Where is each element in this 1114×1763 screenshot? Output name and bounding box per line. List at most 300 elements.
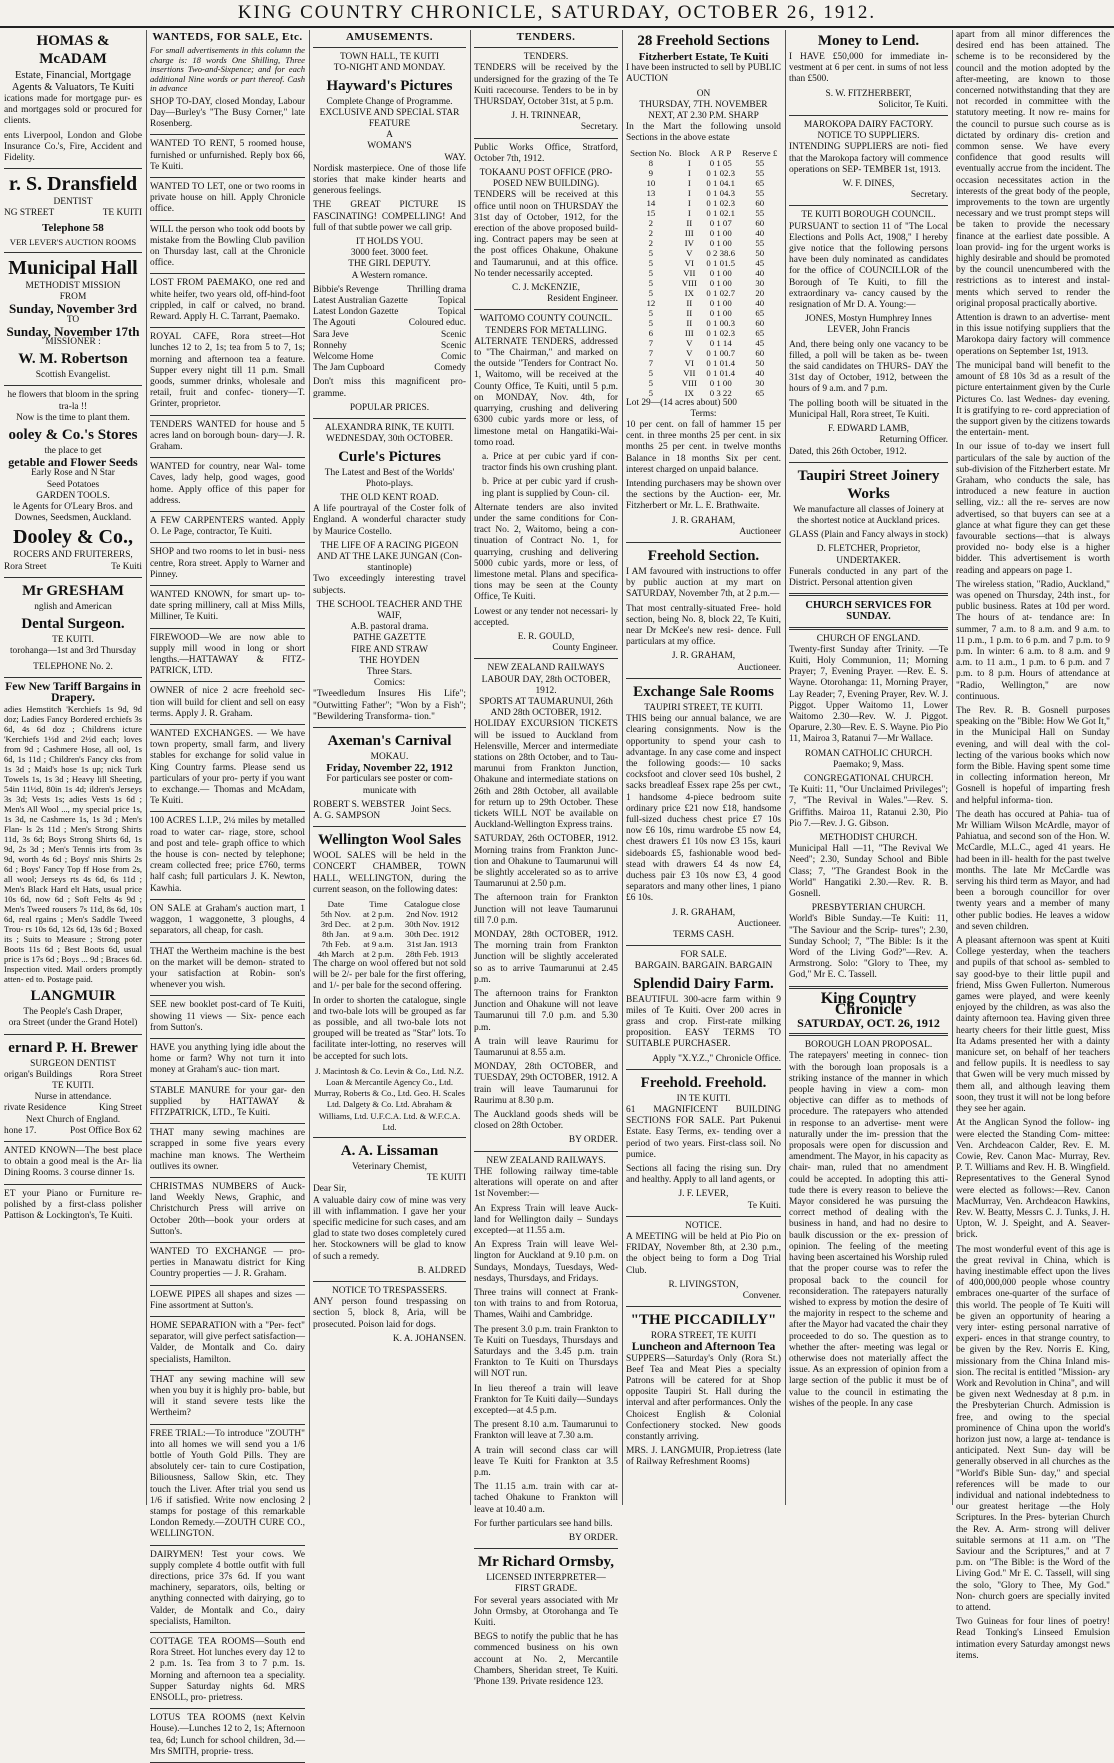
table-cell: 40 [755,297,765,308]
freehold-section-title: Freehold Section. [647,548,760,565]
terms-text: 10 per cent. on fall of hammer 15 per cent. in three months 25 per cent. in six months 25 per cent. in twelve months Balance in 18 months Six per cent. interest charged on unpaid balance. [626,420,781,475]
news-p10: The most wonderful event of this age is the great revival in China, which is having inestimable effect upon the lives of 400,000,000 people whose country embraces one-quarter of the surface of this world. The people of Te Kuiti will be given an opportunity of hearing a very inter- esting personal narrative of experi- ences in that strange country, to be given by the Rev. Norris E. King, missionary from the China Inland mis- sion. The recital is entitled "Mission- ary Work and Revolution in China", and will be given next Wednesday at 8 p.m. in the Presbyterian Church. Admission is free, and owing to the special prominence of China upon the world's horizon just now, a large at- tendance is anticipated. Next Sun- day will be generally observed in all churches as the "World's Bible Sun- day," and special references will be made to our individual and national indebtedness to our greatest heritage —the Holy Scriptures. In the Pres- byterian Church the Rev. A. Arm- strong will deliver suitable sermons at 11 a.m. on "The Saviour and the Scriptures," and at 7 p.m. on "The Bible: is the Word of the Living God." Mr E. C. Tassell, will sing the solo, "Glory to Thee, My God." Non- church goers are specially invited to attend. [956,1244,1110,1614]
rail9: THE following railway time-table alterations will operate on and after 1st November:— [474,1166,618,1200]
classified-ad: LOEWE PIPES all shapes and sizes —Fine assortment at Sutton's. [150,1289,305,1311]
table-cell: 2 [648,237,654,248]
dentist-tel: Telephone 58 [42,221,104,234]
intending: Intending purchasers may be shown over the sections by the Auction- eer, Mr. Fitzherbert or Mr. L. E. Brathwaite. [626,479,781,512]
notice-text: A MEETING will be held at Pio Pio on FRIDAY, November 8th, at 2.30 p.m., the object being to form a Dog Trial Club. [626,1232,781,1276]
exchange-title: Exchange Sale Rooms [633,683,774,700]
table-cell: 4th March [317,949,355,959]
a-line: A [386,130,393,141]
classified-ad: COTTAGE TEA ROOMS—South end Rora Street. Hot lunches every day 12 to 2 p.m. 1s. Tea from 3 to 7 p.m. 1s. Morning and afternoon tea a speciality. Supper Saturday nights 6d. MRS ENSOLL, pro- prietress. [150,1637,305,1704]
wool-text3: In order to shorten the catalogue, single and two-bale lots will be grouped as far as possible, and all two-bale lots not grouped will be treated as "Star" lots. To facilitate inter-lotting, no reserves will be accepted for such lots. [313,995,466,1062]
table-row [626,208,781,218]
in-te-kuiti: IN TE KUITI. [676,1093,731,1104]
table-cell: VIII [681,277,697,288]
classified-ad: LOST FROM PAEMAKO, one red and white heifer, two years old, off-hind-foot crippled, in calf or calved, no brand. Reward. Apply H. C. Tarrant, Paemako. [150,278,305,322]
table-cell: 0 1 02.1 [706,207,736,218]
classified-ad: STABLE MANURE for your gar- den supplied by HATTAWAY & FITZPATRICK, LTD., Te Kuiti. [150,1085,305,1118]
estate: Fitzherbert Estate, Te Kuiti [638,51,769,63]
notice-suppliers: NOTICE TO SUPPLIERS. [817,131,920,142]
table-header: Catalogue close [404,899,461,909]
dairy-text: BEAUTIFUL 300-acre farm within 9 miles of Te Kuiti. Over 200 acres in grass and crop. First-rate milking proposition. EASY TERMS TO SUITABLE PURCHASER. [626,994,781,1050]
table-cell: III [684,227,694,238]
classified-ad: HAVE you anything lying idle about the home or farm? Why not turn it into money at Graham's auc- tion mart. [150,1042,305,1076]
wool-table [313,899,466,959]
brewer-title: ernard P. H. Brewer [8,1039,138,1056]
marokopa: MAROKOPA DAIRY FACTORY. [803,120,934,131]
table-cell: 13 [646,187,656,198]
film-genre: Scenic [441,340,466,351]
latest-best: The Latest and Best of the Worlds' Photo-plays. [324,467,455,489]
rail18: For further particulars see hand bills. [474,1518,613,1529]
classified-ad: FIREWOOD—We are now able to supply mill wood in long or short lengths.—HATTAWAY & FITZ- PATRICK, LTD. [150,632,305,677]
rail7: MONDAY, 28th OCTOBER, and TUESDAY, 29th OCTOBER, 1912. A train will leave Taumarunui for Raurimu at 8.30 p.m. [474,1062,618,1106]
bc-names: JONES, Mostyn Humphrey Innes LEVER, John Francis [805,314,932,336]
table-cell: 20 [755,287,765,298]
english-line: nglish and American [34,601,112,612]
classified-ad: 100 ACRES L.I.P., 2¼ miles by metalled road to water car- riage, store, school and post and tele- graph office to which the house is con- nected by telephone; cream collected free; price £760, terms half cash; full particulars J. K. Newton, Kawhia. [150,816,305,894]
dairy-farm-title: Splendid Dairy Farm. [633,975,774,992]
table-row [626,308,781,318]
column-3 [309,30,470,1505]
table-cell: I [687,197,691,208]
table-cell: 65 [755,387,765,398]
rates-text: For small advertisements in this column the charge is: 18 words One Shilling, Three insertions Two-and-Sixpence; and for each additional Nine words or part thereof. Cash in advance [150,45,305,94]
table-cell: at 2 p.m. [363,919,394,929]
school-teacher: THE SCHOOL TEACHER AND THE WAIF, [316,599,463,621]
classified-ad: WANTED for country, near Wal- tome Caves, lady help, good wages, good home. Apply office of this paper for address. [150,462,305,506]
table-row [626,228,781,238]
grocers: ROCERS AND FRUITERERS, [13,550,133,561]
table-cell: 0 1 00 [709,377,732,388]
graham-sign: J. R. GRAHAM, [671,515,736,526]
trespass-sign: K. A. JOHANSEN. [392,1333,466,1344]
table-row [626,238,781,248]
mission-date1: Sunday, November 3rd [9,301,137,317]
now-line: Now is the time to plant them. [16,412,130,423]
langmuir-title: LANGMUIR [30,988,116,1005]
freehold-text2: That most centrally-situated Free- hold section, being No. 8, block 22, Te Kuiti, near Dr McKee's new resi- dence. Full particulars at my office. [626,603,781,648]
kc-title: King Country Chronicle [820,989,917,1018]
tender2-role: Resident Engineer. [547,294,618,305]
tekuiti-line: TE KUITI. [52,635,94,646]
money-text: I HAVE £50,000 for immediate in- vestment at 6 per cent. in sums of not less than £500. [789,52,948,85]
film-genre: Thrilling drama [406,284,466,295]
table-cell: 65 [755,327,765,338]
lamb: F. EDWARD LAMB, [827,424,910,435]
table-cell: 5th Nov. [320,909,351,919]
lamb-role: Returning Officer. [879,435,948,446]
classified-ad: ON SALE at Graham's auction mart, 1 waggon, 1 waggonette, 3 ploughs, 4 separators, all cheap, for cash. [150,903,305,937]
joinery-text: We manufacture all classes of Joinery at the shortest notice at Auckland prices. [793,504,944,526]
table-row [626,198,781,208]
film-title: Latest Australian Gazette [313,296,408,307]
dental-surgeon: Dental Surgeon. [21,616,125,633]
table-row [313,929,466,939]
luncheon: Luncheon and Afternoon Tea [631,1341,776,1354]
meth-text: Municipal Hall —11, "The Revival We Need"; 2.30, Sunday School and Bible Class; 7, "The Grandest Book in the World" Hangatiki 2.30.—Rev. R. B. Gosnell. [789,844,948,899]
mart-text: In the Mart the following unsold Sections in the above estate [626,122,781,144]
rail5: The afternoon trains for Frankton Junction and Ohakune will not leave Taumarunui till 7.0 p.m. and 5.30 p.m. [474,989,618,1033]
gresham-title: Mr GRESHAM [22,582,124,599]
table-cell: V [686,337,693,348]
film-genre: Coloured educ. [408,318,466,329]
feet: 3000 feet. 3000 feet. [350,248,429,259]
taupiri-street: TAUPIRI STREET, TE KUITI. [644,702,763,713]
bargain: BARGAIN. BARGAIN. BARGAIN [634,961,773,972]
table-cell: V [686,247,693,258]
classified-ad: DAIRYMEN! Test your cows. We supply complete 4 bottle outfit with full directions, price 37s 6d. If you want machinery, separators, oils, belting or anything connected with dairying, go to Valder, de Montalk and Co., dairy specialists, Hamilton. [150,1549,305,1627]
table-cell: 0 1 02.3 [706,327,736,338]
tokaanu: TOKAANU POST OFFICE (PRO- POSED NEW BUILDING). [479,168,613,190]
table-cell: III [684,327,694,338]
table-cell: 8 [648,157,654,168]
by-order: BY ORDER. [568,1135,618,1146]
potatoes-line: Seed Potatoes [46,479,100,490]
table-cell: 60 [755,347,765,358]
tender3-sign: E. R. GOULD, [517,631,575,642]
table-cell: 0 1 04.1 [706,177,736,188]
editorial-cont: apart from all minor differences the desired end has been attained. The scheme is to be reconsidered by the council and the motion adopted by the after-meeting, are known to those concerned notwithstanding that they are not recorded in committee with the statutory meeting. It now re- mains for the council to pursue such course as is dictated by ordinary dis- cretion and common sense. We have every confidence that good results will eventually accrue from the incident. The occasion necessitates action in the interests of the great body of the people, improvements to the town are urgently necessary and we trust prompt steps will be taken to provide the necessary finance at the earliest date possible. A loan provid- ing for the urgent works is highly desirable and should be promoted by the council unencumbered with the restrictions as to interest and instal- ments which served to render the original proposal practically abortive. [956,30,1110,309]
great-picture: THE GREAT PICTURE IS FASCINATING! COMPELLING! And full of that subtle power we call grip. [313,200,466,233]
classified-ad: WANTED EXCHANGES. — We have town property, small farm, and livery stables for exchange for solid value in King Country farms. Please send us particulars of your pro- perty if you want to exchange.— Thomas and McAdam, Te Kuiti. [150,729,305,807]
news-p7: The death has occured at Pahia- tua of Mr William Wilson McArdle, mayor of Pahiatua, and second son of the Hon. W. McCardle, M.L.C., aged 41 years. He had been in ill- health for the past twelve months. The late Mr McCardle was serving his third term as Mayor, and had been a borough councillor for over twenty years and a member of many other public bodies. He leaves a widow and seven children. [956,809,1110,932]
convener: Convener. [742,1291,781,1302]
news-p9: At the Anglican Synod the follow- ing were elected the Standing Com- mittee: Ven. Archdeacon Calder, Rev. E. M. Cowie, Rev. Canon Mac- Murray, Rev. P. T. Williams and Rev. H. B. Wingfield. Representatives to the General Synod were elected as follows:—Rev. Canon MacMurray, Ven. Archdeacon Hawkins, Rev. W. Beatty, Messrs C. J. Tunks, J. H. Upton, W. J. Speight, and A. Seaver- brick. [956,1118,1110,1241]
table-cell: 8th Jan. [322,929,350,939]
film-row [313,296,466,307]
table-cell: 0 1 00 [709,297,732,308]
hoyden: THE HOYDEN [359,655,420,666]
rora-street: Rora Street [4,561,47,572]
table-cell: 55 [755,167,765,178]
table-cell: I [687,177,691,188]
dentist-sub: DENTIST [53,197,93,208]
table-row [626,158,781,168]
classified-ad: WANTED TO EXCHANGE — pro- perties in Manawatu district for King Country properties — J. R. Graham. [150,1246,305,1280]
table-cell: 3rd Dec. [320,919,352,929]
table-header: Section No. [630,147,672,158]
glass: GLASS (Plain and Fancy always in stock) [789,530,948,541]
tonight: TO-NIGHT AND MONDAY. [333,63,446,74]
table-cell: 2 [648,227,654,238]
loan-text: The ratepayers' meeting in connec- tion with the borough loan proposals is a striking instance of the manner in which people having in view a com- mon objective can differ as to methods of procedure. The ratepayers who attended in response to an advertise- ment were naturally under the im- pression that the proposals were open for discussion and amendment. The Mayor, in his capacity as chair- man, ruled that no amendment could be accepted. In adopting this atti- tude there is every reason to believe the Mayor considered he was pursuing the correct method of dealing with the business in hand, and had no desire to baulk discussion or the ex- pression of opinion. The feeling of the meeting having been ascertained his Worship ruled that the proper course was to refer the proposal back to the council for reconsideration. The ratepayers naturally wished to express by motion the desire of the majority in respect to the scheme and after the Mayor had vacated the chair they proceeded to do so. The question as to whether the after- meeting was legal or otherwise does not materially affect the issue. As an expression of opinion from a large section of the public it must be of value to the council in estimating the wishes of the people. In any case [789,1051,948,1409]
rail14: In lieu thereof a train will leave Frankton for Te Kuiti daily—Sundays excepted—at 4.5 p.m. [474,1383,618,1416]
rail2: SATURDAY, 26th OCTOBER, 1912. Morning trains from Frankton Junc- tion and Ohakune to Taumarunui will be slightly accelerated so as to arrive Taumarunui at 2.50 p.m. [474,834,618,890]
film-genre: Comedy [434,363,466,374]
grand-hotel: ora Street (under the Grand Hotel) [8,1018,138,1029]
webster: ROBERT S. WEBSTER [313,799,406,810]
rail17: The 11.15 a.m. train with car at- tached Ohakune to Frankton will leave at 10.40 a.m. [474,1482,618,1515]
table-cell: 2nd Nov. 1912 [406,909,459,919]
table-header: A R P [710,147,732,158]
racing-text: Two exceedingly interesting travel subjects. [313,574,466,596]
table-cell: IX [684,287,694,298]
curles-pictures: Curle's Pictures [338,448,441,465]
money-to-lend-title: Money to Lend. [817,33,920,49]
rail16: A train will second class car will leave Te Kuiti for Frankton at 3.5 p.m. [474,1445,618,1478]
next-church: Next Church of England. [25,1114,121,1125]
table-cell: 40 [755,227,765,238]
table-cell: 5 [648,317,654,328]
news-p2: Attention is drawn to an advertise- ment in this issue notifying suppliers that the Marokopa dairy factory will commence operations on September 1st, 1913. [956,313,1110,357]
labour-day: LABOUR DAY, 28th OCTOBER, 1912. [481,674,611,696]
table-cell: 0 1 07 [709,217,732,228]
borough-council: TE KUITI BOROUGH COUNCIL. [801,210,936,221]
table-cell: VI [684,257,694,268]
classified-ad: ROYAL CAFE, Rora street—Hot lunches 12 to 2, 1s; tea from 5 to 7, 1s; morning and afternoon tea a feature. Supper every night till 11 p.m. Small goods, summer drinks, wholesale and retail, fruit and confec- tionery—T. Grinter, proprietor. [150,332,305,410]
tenders-header: TENDERS. [516,31,576,43]
to: TO [66,314,80,325]
table-cell: 0 1 04.3 [706,187,736,198]
trespass-title: NOTICE TO TRESPASSERS. [331,1286,448,1297]
rail6: A train will leave Raurimu for Taumarunui at 8.55 a.m. [474,1036,618,1059]
table-cell: II [686,297,693,308]
wednesday: WEDNESDAY, 30th OCTOBER. [326,434,453,445]
table-cell: 0 3 22 [709,387,732,398]
table-cell: II [686,217,693,228]
table-cell: I [687,207,691,218]
for-sale: FOR SALE. [680,950,727,961]
holds-you: IT HOLDS YOU. [356,237,423,248]
classified-ad: SEE new booklet post-card of Te Kuiti, showing 11 views — Six- pence each from Sutton's. [150,1000,305,1033]
amusements-header: AMUSEMENTS. [345,31,434,43]
film-row [313,285,466,296]
table-row [626,278,781,288]
firm-text: ications made for mortgage pur- es and mortgages sold or procured for clients. [4,94,142,127]
table-cell: 7 [648,347,654,358]
table-cell: 0 1 02.7 [706,287,736,298]
private-residence: rivate Residence [4,1103,67,1114]
table-cell: 7th Feb. [321,939,351,949]
tenders-sub: TENDERS. [523,52,569,63]
classified-ad: LOTUS TEA ROOMS (next Kelvin House).—Lunches 12 to 2, 1s; Afternoon tea, 6d; Lunch for school children, 3d.—Mrs SMITH, proprie- tress. [150,1713,305,1757]
table-cell: 7 [648,357,654,368]
dont-miss: Don't miss this magnificent pro- gramme. [313,377,466,399]
pathe: PATHE GAZETTE [353,633,426,644]
dentist-street: NG STREET [4,208,55,219]
table-row [626,358,781,368]
table-cell: 60 [755,217,765,228]
table-cell: 55 [755,237,765,248]
table-cell: 0 1 14 [709,337,732,348]
column-4 [470,30,622,1688]
joint-secs: Joint Secs. [411,805,452,816]
table-cell: 55 [755,187,765,198]
drapery-text: adies Hemstitch 'Kerchiefs 1s 9d, 9d doz; Ladies Fancy Bordered erchiefs 3s 6d, 4s 6d doz ; Childrens icture 'Kerchiefs 1½d and 2½d each; loves from 9d ; Cashmere Hose, all ool, 1s 6d, 1s 11d ; Children's Fancy cks from 1s 3d ; Maid's hose 1s up; nick Turk Towels 1s, 1s 3d ; Heavy lill Sheeting, 54in 11½d, 80in 1s 4d; ildren's Jerseys 3s 3d; Vests 1s; adies Vests 1s 6d ; Men's All Wool ..., my special price 1s, 1s 3d, ne Cashmere 1s, 1s 3d ; Men's Flan- ls 2s 11d ; Men's Strong Shirts 11d, 3s 6d; Boys Strong Shirts 6d, 1s 9d, 2s 3d ; Men's Tennis irts from 3s 9d, worth 4s 6d ; Boys' nnis Shirts 2s 6d ; Boys' Fancy Top ff Hose from 2s, all wool; Jerseys rts 4s 6d, 6s 11d ; Men's Black Hard elt Hats, usual price 10s 6d, now 6d ; Soft Felts 4s 9d ; Men's Tweed rousers 7s 11d, 8s 6d, 10s 6d, real rgains ; Men's Saddle Tweed Trou- rs 10s 6d, 12s 6d, 13s 6d ; Boxed its ; Suits to Measure ; Strong poter Boots 11s 6d ; Best Boots 6d, usual price is 17s 6d ; Boys ... 9d ; Braces 6d. Inspection vited. Mail orders promptly atten- ed to. Postage paid. [4,704,142,985]
film-row [313,363,466,374]
lots-table [626,148,781,398]
table-cell: 50 [755,247,765,258]
loan-title: BOROUGH LOAN PROPOSAL. [804,1040,933,1051]
film-row [313,341,466,352]
film-row [313,330,466,341]
piccadilly-title: "THE PICCADILLY" [630,1312,777,1329]
table-cell: I [687,167,691,178]
film-title: The Agouti [313,318,356,329]
tariff-title: Few New Tariff Bargains in Drapery. [5,680,141,704]
rora-street-2: Rora Street [99,1069,142,1080]
firm-sub: Estate, Financial, Mortgage Agents & Valuators, Te Kuiti [11,70,135,93]
table-cell: 7 [648,337,654,348]
wanteds-header: WANTEDS, FOR SALE, Etc. [152,31,303,43]
agents-line: le Agents for O'Leary Bros. and Downes, Seedsmen, Auckland. [13,502,133,524]
table-cell: 0 1 01.4 [706,357,736,368]
surgeon-dentist: SURGEON DENTIST [30,1058,116,1069]
wool-firms: J. Macintosh & Co. Levin & Co., Ltd. N.Z. Loan & Mercantile Agency Co., Ltd. Murray, Roberts & Co., Ltd. Geo. H. Scales Ltd. Dalgety & Co. Ltd. Abraham & Williams, Ltd. U.F.C.A. Ltd. & W.F.C.A. Ltd. [313,1065,465,1132]
table-row [626,298,781,308]
way: WAY. [444,152,466,163]
table-cell: VII [683,267,696,278]
tools-line: GARDEN TOOLS. [36,490,110,501]
graham-sign-3: J. R. GRAHAM, [671,907,736,918]
film-title: Sara Jeve [313,329,349,340]
film-genre: Comic [441,352,466,363]
nurse: Nurse in attendance. [34,1092,112,1103]
table-cell: 5 [648,247,654,258]
column-5 [622,30,785,1505]
table-cell: at 9 a.m. [363,929,394,939]
fire-straw: FIRE AND STRAW [351,644,428,655]
column-7 [952,30,1114,1661]
buildings: origan's Buildings [4,1069,73,1080]
table-row [626,328,781,338]
table-cell: 5 [648,267,654,278]
table-cell: IV [684,237,694,248]
firm-name: HOMAS & McADAM [36,33,110,67]
table-cell: 5 [648,377,654,388]
tender2-sign: C. J. McKENZIE, [512,283,580,294]
news-p8: A pleasant afternoon was spent at Kuiti College yesterday, when the teachers and pupils of that school as- sembled to say good-bye to their little pupil and friend, Miss Gwen Fullerton. Numerous games were played, and were keenly enjoyed by the children, as was also the dainty afternoon tea. Having given three hearty cheers for their little guest, Miss Ita Adams presented her with a dainty manicure set, on behalf of her teachers and fellow pupils. It is needless to say that Gwen will be very much missed by them all, and although leaving them soon, they trust it will not be long before they see her again. [956,936,1110,1115]
table-cell: 5 [648,257,654,268]
dear-sir: Dear Sir, [313,1184,347,1195]
early-line: Early Rose and N Star [31,468,115,479]
tender3d: Lowest or any tender not necessari- ly accepted. [474,606,618,628]
film-title: Bibbie's Revenge [313,284,379,295]
classified-ad: THAT the Wertheim machine is the best on the market will be demon- strated to your satisfaction at Robin- son's whenever you wish. [150,946,305,991]
news-p5: The wireless station, "Radio, Auckland," was opened on Thursday, 24th inst., for public business. Rates at 10d per word. The hours of at- tendance are: In summer, 7 a.m. to 8 a.m. and 9 a.m. to 11 p.m., 1 p.m. to 6 p.m. and 7 p.m. to 9 p.m. In winter: 6 a.m. to 8 a.m. and 9 a.m. to 11 a.m., 1 p.m. to 6 p.m. and 7 p.m. to 8 p.m. Hours of attendance at "Radio, Wellington," are now continuous. [956,579,1110,702]
exclusive-feature: EXCLUSIVE AND SPECIAL STAR FEATURE [319,107,460,130]
fletcher: D. FLETCHER, Proprietor, [816,544,921,555]
table-cell: 0 1 01.5 [706,257,736,268]
table-cell: 0 1 00 [709,267,732,278]
carnival-date: Friday, November 22, 1912 [326,762,453,775]
western: A Western romance. [351,270,428,281]
alexandra-rink: ALEXANDRA RINK, TE KUITI. [324,423,455,434]
table-row [313,949,466,959]
table-cell: 55 [755,207,765,218]
kc-date: SATURDAY, OCT. 26, 1912 [797,1016,940,1031]
table-cell: VII [683,367,696,378]
fitzherbert-role: Solicitor, Te Kuiti. [878,99,948,110]
pwo: Public Works Office, Stratford, October 7th, 1912. [474,142,618,164]
news-p3: The municipal band will benefit to the amount of £8 10s 3d as a result of the picture entertainment given by the Curle Pictures Co. last Wednes- day evening. It is gratifying to re- cord appreciation of the support given by the citizens towards the entertain- ment. [956,360,1110,439]
dines-role: Secretary. [910,190,948,201]
rail11: An Express Train will leave Wel- lington for Auckland at 9.10 p.m. on Sundays, Mondays, Tuesdays, Wed- nesdays, Thursdays, and Fridays. [474,1240,618,1284]
classified-ad: HOME SEPARATION with a "Per- fect" separator, will give perfect satisfaction—Valder, de Montalk and Co. dairy specialists, Hamilton. [150,1320,305,1365]
tender3: ALTERNATE TENDERS, addressed to "The Chairman," and marked on the outside "Tenders for Contract No. 1, Waitomo, will be received at the County Office, Te Kuiti, until 5 p.m. on MONDAY, Nov. 4th, for quarrying, crushing and delivering 6300 cubic yards more or less, of limestone metal on Hangatiki-Wai- tomo road. [474,336,618,448]
metalling: TENDERS FOR METALLING. [485,325,607,336]
waitomo-council: WAITOMO COUNTY COUNCIL. [479,314,613,325]
table-row [626,188,781,198]
comics-text: "Tweedledum Insures His Life"; "Outwitting Father"; "Won by a Fish"; "Bewildering Transforma- tion." [313,689,466,722]
piccadilly-sub: RORA STREET, TE KUITI [650,1331,757,1342]
classified-ad: WANTED TO RENT, 5 roomed house, furnished or unfurnished. Reply box 66, Te Kuiti. [150,139,305,172]
classified-ad: FREE TRIAL:—To introduce "ZOUTH" into all homes we will send you a 1/6 bottle of Youth Gold Pills. They are absolutely cer- tain to cure Costipation, Biliousness, Sallow Skin, etc. They touch the Liver. After trial you send us 1/6 if satisfied. Write now enclosing 2 stamps for postage of this remarkable London Remedy.—ZOUTH CURE CO., WELLINGTON. [150,1428,305,1540]
lamb-date: Dated, this 26th October, 1912. [789,446,907,457]
rc-text: Paemako; 9, Mass. [833,759,904,770]
column-2 [146,30,309,1757]
joinery-title: Taupiri Street Joinery Works [797,467,940,502]
lot29: Lot 29—(14 acres about) 500 [626,397,737,408]
magn-text: 61 MAGNIFICENT BUILDING SECTIONS FOR SALE. Part Pukenui Estate. Easy Terms, ex- tending over a period of two years. First-class soil. No pumice. [626,1104,781,1160]
hall-title: Municipal Hall [8,257,138,280]
table-cell: 9 [648,167,654,178]
table-cell: 0 1 00 [709,277,732,288]
table-cell: 65 [755,307,765,318]
flowers-line: he flowers that bloom in the spring tra-la !! [7,390,139,412]
girl-deputy: THE GIRL DEPUTY. [348,259,431,270]
rc-title: ROMAN CATHOLIC CHURCH. [804,748,933,759]
wool-text2: The charge on wool offered but not sold will be 2/- per bale for the first offering, and 1/- per bale for the second offering. [313,959,466,992]
livingston: R. LIVINGSTON, [668,1279,739,1290]
cooley-stores: ooley & Co.'s Stores [8,427,138,444]
masthead: KING COUNTRY CHRONICLE, SATURDAY, OCTOBER 26, 1912. [0,0,1114,28]
news-p6: The Rev. R. B. Gosnell purposes speaking on the "Bible: How We Got It," in the Municipal Hall on Sunday evening, and will deal with the col- lecting of the various books which now form the Bible. Having spent some time in collecting information hereon, Mr Gosnell is hopeful of imparting fresh and helpful informa- tion. [956,705,1110,806]
rail1: HOLIDAY EXCURSION TICKETS will be issued to Auckland from Helensville, Mercer and intermediate stations on 28th October, and to Tau- marunui from Frankton Junction, Ohakune and intermediate stations on 26th and 28th October, all available for return up to 29th October. These tickets WILL NOT be available on Auckland-Wellington Express trains. [474,719,618,831]
table-row [626,248,781,258]
dentist-over: VER LEVER'S AUCTION ROOMS [9,236,137,247]
table-row [313,919,466,929]
mission-date2: Sunday, November 17th [6,323,140,339]
popular-prices: POPULAR PRICES. [349,402,430,413]
film-row [313,318,466,329]
trespass-text: ANY person found trespassing on section 5, block 8, Aria, will be prosecuted. Poison laid for dogs. [313,1297,466,1330]
table-cell: 0 1 01.4 [706,367,736,378]
table-row [626,178,781,188]
undertaker: UNDERTAKER. [836,555,901,566]
table-cell: 5 [648,387,654,398]
classified-ads [150,97,305,1763]
table-cell: 65 [755,177,765,188]
rail3: The afternoon train for Frankton Junction will not leave Taumarunui till 7.0 p.m. [474,893,618,926]
womans: WOMAN'S [367,141,412,152]
exchange-text: THIS being our annual balance, we are clearing consignments. Now is the opportunity to spend your cash to advantage. In any case come and inspect the following goods:— 10 sacks cocksfoot and clover seed 10s bushel, 2 sacks breadleaf Essex rape 25s per cwt., 1 handsome 4-piece bedroom suite ordinary price £21 now £18, handsome full-sized duchess chest price £7 10s now £6 10s, rimu wardrobe £5 now £4, chest drawers £1 10s now £3 15s, kauri sideboards £5, fashionable wood bed- stead with drawers £4 4s now £4, duchess pair £3 10s now £3, 4 good separators and many other lines, 1 piano £6 10s. [626,714,781,904]
by-order-2: BY ORDER. [568,1532,618,1543]
table-cell: 55 [755,157,765,168]
column-6 [785,30,952,1505]
town-hall: TOWN HALL, TE KUITI [339,52,440,63]
table-cell: 60 [755,197,765,208]
film-genre: Topical [438,296,466,307]
wool-sales-title: Wellington Wool Sales [317,832,462,849]
piccadilly-sign: MRS. J. LANGMUIR, Prop.ietress (late of Railway Refreshment Rooms) [626,1446,781,1468]
classified-ad: A FEW CARPENTERS wanted. Apply O. Le Page, contractor, Te Kuiti. [150,516,305,538]
racing-pigeon: THE LIFE OF A RACING PIGEON AND AT THE LAKE JUNGAN (Con- stantinople) [316,540,463,574]
dines: W. F. DINES, [842,179,895,190]
bc-text: PURSUANT to section 11 of "The Local Elections and Polls Act, 1908," I hereby give notice that the following persons have been duly nominated as candidates for the office of COUNCILLOR of the Borough of Te Kuiti, to fill the extraordinary va- cancy caused by the resignation of Mr D. A. Young:— [789,221,948,311]
lever-place: Te Kuiti. [747,1200,781,1211]
table-cell: 15 [646,207,656,218]
vet-town: TE KUITI [426,1173,466,1184]
table-row [626,368,781,378]
piccadilly-text: SUPPERS—Saturday's Only (Rora St.) Beef Tea and Meat Pies a specialty Patrons will be catered for at Shop opposite Taupiri St. Hall during the interval and after performances. Only the Choicest English & Colonial Confectionery stocked. New goods constantly arriving. [626,1353,781,1443]
king-street: King Street [99,1103,142,1114]
missioner-name: W. M. Robertson [18,351,128,368]
news-p11: Two Guineas for four lines of poetry! Read Tonking's Linseed Emulsion intimation every Saturday amongst news items. [956,1617,1110,1661]
